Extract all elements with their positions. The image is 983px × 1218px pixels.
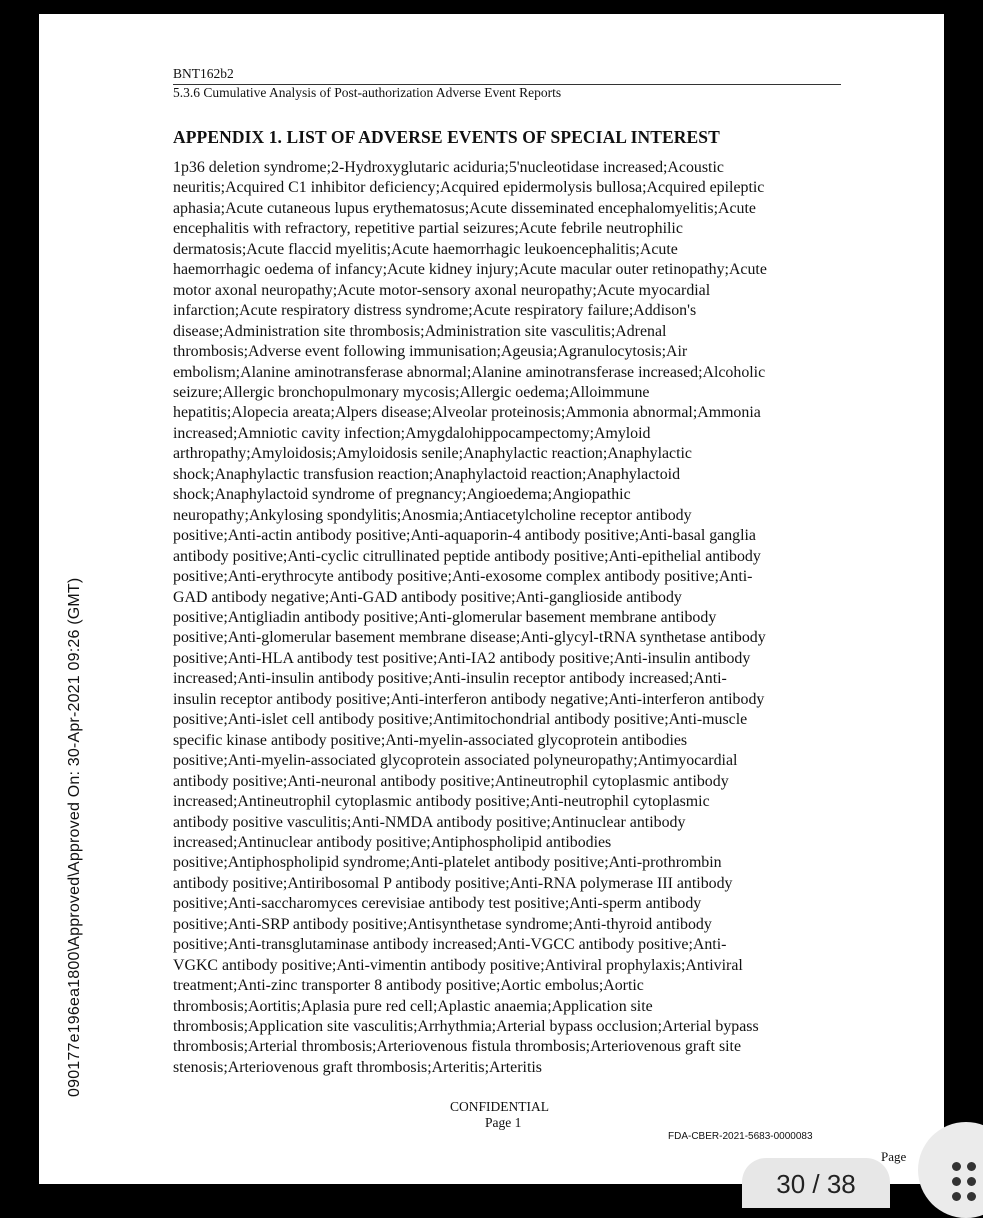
body-text-line: increased;Antinuclear antibody positive;Antiphospholipid antibodies [173, 833, 612, 851]
body-text-line: dermatosis;Acute flaccid myelitis;Acute haemorrhagic leukoencephalitis;Acute [173, 240, 678, 258]
body-text-line: thrombosis;Adverse event following immunisation;Ageusia;Agranulocytosis;Air [173, 343, 688, 361]
body-text-line: positive;Anti-actin antibody positive;Anti-aquaporin-4 antibody positive;Anti-basal ganglia [173, 527, 756, 545]
body-text-line: encephalitis with refractory, repetitive partial seizures;Acute febrile neutrophilic [173, 220, 683, 238]
document-page [39, 14, 944, 1184]
body-text-line: motor axonal neuropathy;Acute motor-sensory axonal neuropathy;Acute myocardial [173, 281, 711, 299]
body-text-line: antibody positive;Anti-cyclic citrullinated peptide antibody positive;Anti-epithelial antibody [173, 547, 761, 565]
body-text-line: insulin receptor antibody positive;Anti-interferon antibody negative;Anti-interferon antibody [173, 690, 765, 708]
body-text-line: haemorrhagic oedema of infancy;Acute kidney injury;Acute macular outer retinopathy;Acute [173, 261, 767, 279]
body-text-line: positive;Anti-glomerular basement membrane disease;Anti-glycyl-tRNA synthetase antibody [173, 629, 766, 647]
body-text-line: positive;Anti-transglutaminase antibody increased;Anti-VGCC antibody positive;Anti- [173, 936, 727, 954]
body-text-line: shock;Anaphylactoid syndrome of pregnancy;Angioedema;Angiopathic [173, 486, 631, 504]
page-indicator: 30 / 38 [742, 1158, 890, 1208]
body-text-line: VGKC antibody positive;Anti-vimentin antibody positive;Antiviral prophylaxis;Antiviral [173, 956, 743, 974]
body-text-line: 1p36 deletion syndrome;2-Hydroxyglutaric aciduria;5'nucleotidase increased;Acoustic [173, 159, 724, 176]
body-text-line: increased;Amniotic cavity infection;Amygdalohippocampectomy;Amyloid [173, 424, 651, 442]
adverse-events-list [173, 158, 841, 1078]
body-text-line: treatment;Anti-zinc transporter 8 antibody positive;Aortic embolus;Aortic [173, 977, 644, 995]
page-number: Page 1 [485, 1115, 522, 1130]
body-text-line: positive;Anti-islet cell antibody positive;Antimitochondrial antibody positive;Anti-muscle [173, 711, 748, 729]
document-title: BNT162b2 [173, 66, 234, 81]
body-text-line: seizure;Allergic bronchopulmonary mycosis;Allergic oedema;Alloimmune [173, 383, 650, 401]
appendix-heading: APPENDIX 1. LIST OF ADVERSE EVENTS OF SPECIAL INTEREST [173, 127, 720, 147]
body-text-line: positive;Anti-SRP antibody positive;Antisynthetase syndrome;Anti-thyroid antibody [173, 915, 712, 933]
document-id: FDA-CBER-2021-5683-0000083 [668, 1131, 813, 1142]
body-text-line: thrombosis;Aortitis;Aplasia pure red cell;Aplastic anaemia;Application site [173, 997, 653, 1015]
body-text-line: aphasia;Acute cutaneous lupus erythematosus;Acute disseminated encephalomyelitis;Acute [173, 199, 756, 217]
body-text-line: embolism;Alanine aminotransferase abnormal;Alanine aminotransferase increased;Alcoholic [173, 363, 766, 381]
body-text-line: positive;Antiphospholipid syndrome;Anti-platelet antibody positive;Anti-prothrombin [173, 854, 722, 872]
body-text-line: antibody positive vasculitis;Anti-NMDA antibody positive;Antinuclear antibody [173, 813, 686, 831]
grid-dots-icon[interactable] [952, 1162, 978, 1202]
body-text-line: positive;Antigliadin antibody positive;Anti-glomerular basement membrane antibody [173, 608, 717, 626]
confidential-label: CONFIDENTIAL [450, 1099, 549, 1114]
body-text-line: stenosis;Arteriovenous graft thrombosis;Arteritis;Arteritis [173, 1058, 542, 1076]
body-text-line: positive;Anti-saccharomyces cerevisiae antibody test positive;Anti-sperm antibody [173, 895, 702, 913]
body-text-line: positive;Anti-HLA antibody test positive;Anti-IA2 antibody positive;Anti-insulin antibody [173, 649, 751, 667]
body-text-line: disease;Administration site thrombosis;Administration site vasculitis;Adrenal [173, 322, 667, 340]
body-text-line: positive;Anti-erythrocyte antibody positive;Anti-exosome complex antibody positive;Anti- [173, 568, 753, 586]
body-text-line: neuritis;Acquired C1 inhibitor deficiency;Acquired epidermolysis bullosa;Acquired epileptic [173, 179, 765, 197]
body-text-line: thrombosis;Arterial thrombosis;Arteriovenous fistula thrombosis;Arteriovenous graft site [173, 1038, 742, 1056]
body-text-line: positive;Anti-myelin-associated glycoprotein associated polyneuropathy;Antimyocardial [173, 752, 738, 770]
section-title: 5.3.6 Cumulative Analysis of Post-authorization Adverse Event Reports [173, 85, 562, 100]
body-text-line: shock;Anaphylactic transfusion reaction;Anaphylactoid reaction;Anaphylactoid [173, 465, 681, 483]
approval-watermark: 090177e196ea1800\Approved\Approved On: 30-Apr-2021 09:26 (GMT) [66, 577, 83, 1097]
body-text-line: specific kinase antibody positive;Anti-myelin-associated glycoprotein antibodies [173, 731, 688, 749]
body-text-line: antibody positive;Anti-neuronal antibody positive;Antineutrophil cytoplasmic antibody [173, 772, 729, 790]
body-text-line: neuropathy;Ankylosing spondylitis;Anosmia;Antiacetylcholine receptor antibody [173, 506, 692, 524]
next-page-label-fragment: Page [881, 1149, 907, 1164]
body-text-line: infarction;Acute respiratory distress syndrome;Acute respiratory failure;Addison's [173, 302, 697, 320]
body-text-line: hepatitis;Alopecia areata;Alpers disease;Alveolar proteinosis;Ammonia abnormal;Ammonia [173, 404, 761, 422]
body-text-line: GAD antibody negative;Anti-GAD antibody positive;Anti-ganglioside antibody [173, 588, 682, 606]
body-text-line: arthropathy;Amyloidosis;Amyloidosis senile;Anaphylactic reaction;Anaphylactic [173, 445, 692, 463]
body-text-line: antibody positive;Antiribosomal P antibody positive;Anti-RNA polymerase III antibody [173, 874, 733, 892]
body-text-line: increased;Antineutrophil cytoplasmic antibody positive;Anti-neutrophil cytoplasmic [173, 793, 710, 811]
body-text-line: thrombosis;Application site vasculitis;Arrhythmia;Arterial bypass occlusion;Arterial bypass [173, 1018, 759, 1036]
body-text-line: increased;Anti-insulin antibody positive;Anti-insulin receptor antibody increased;Anti- [173, 670, 727, 688]
